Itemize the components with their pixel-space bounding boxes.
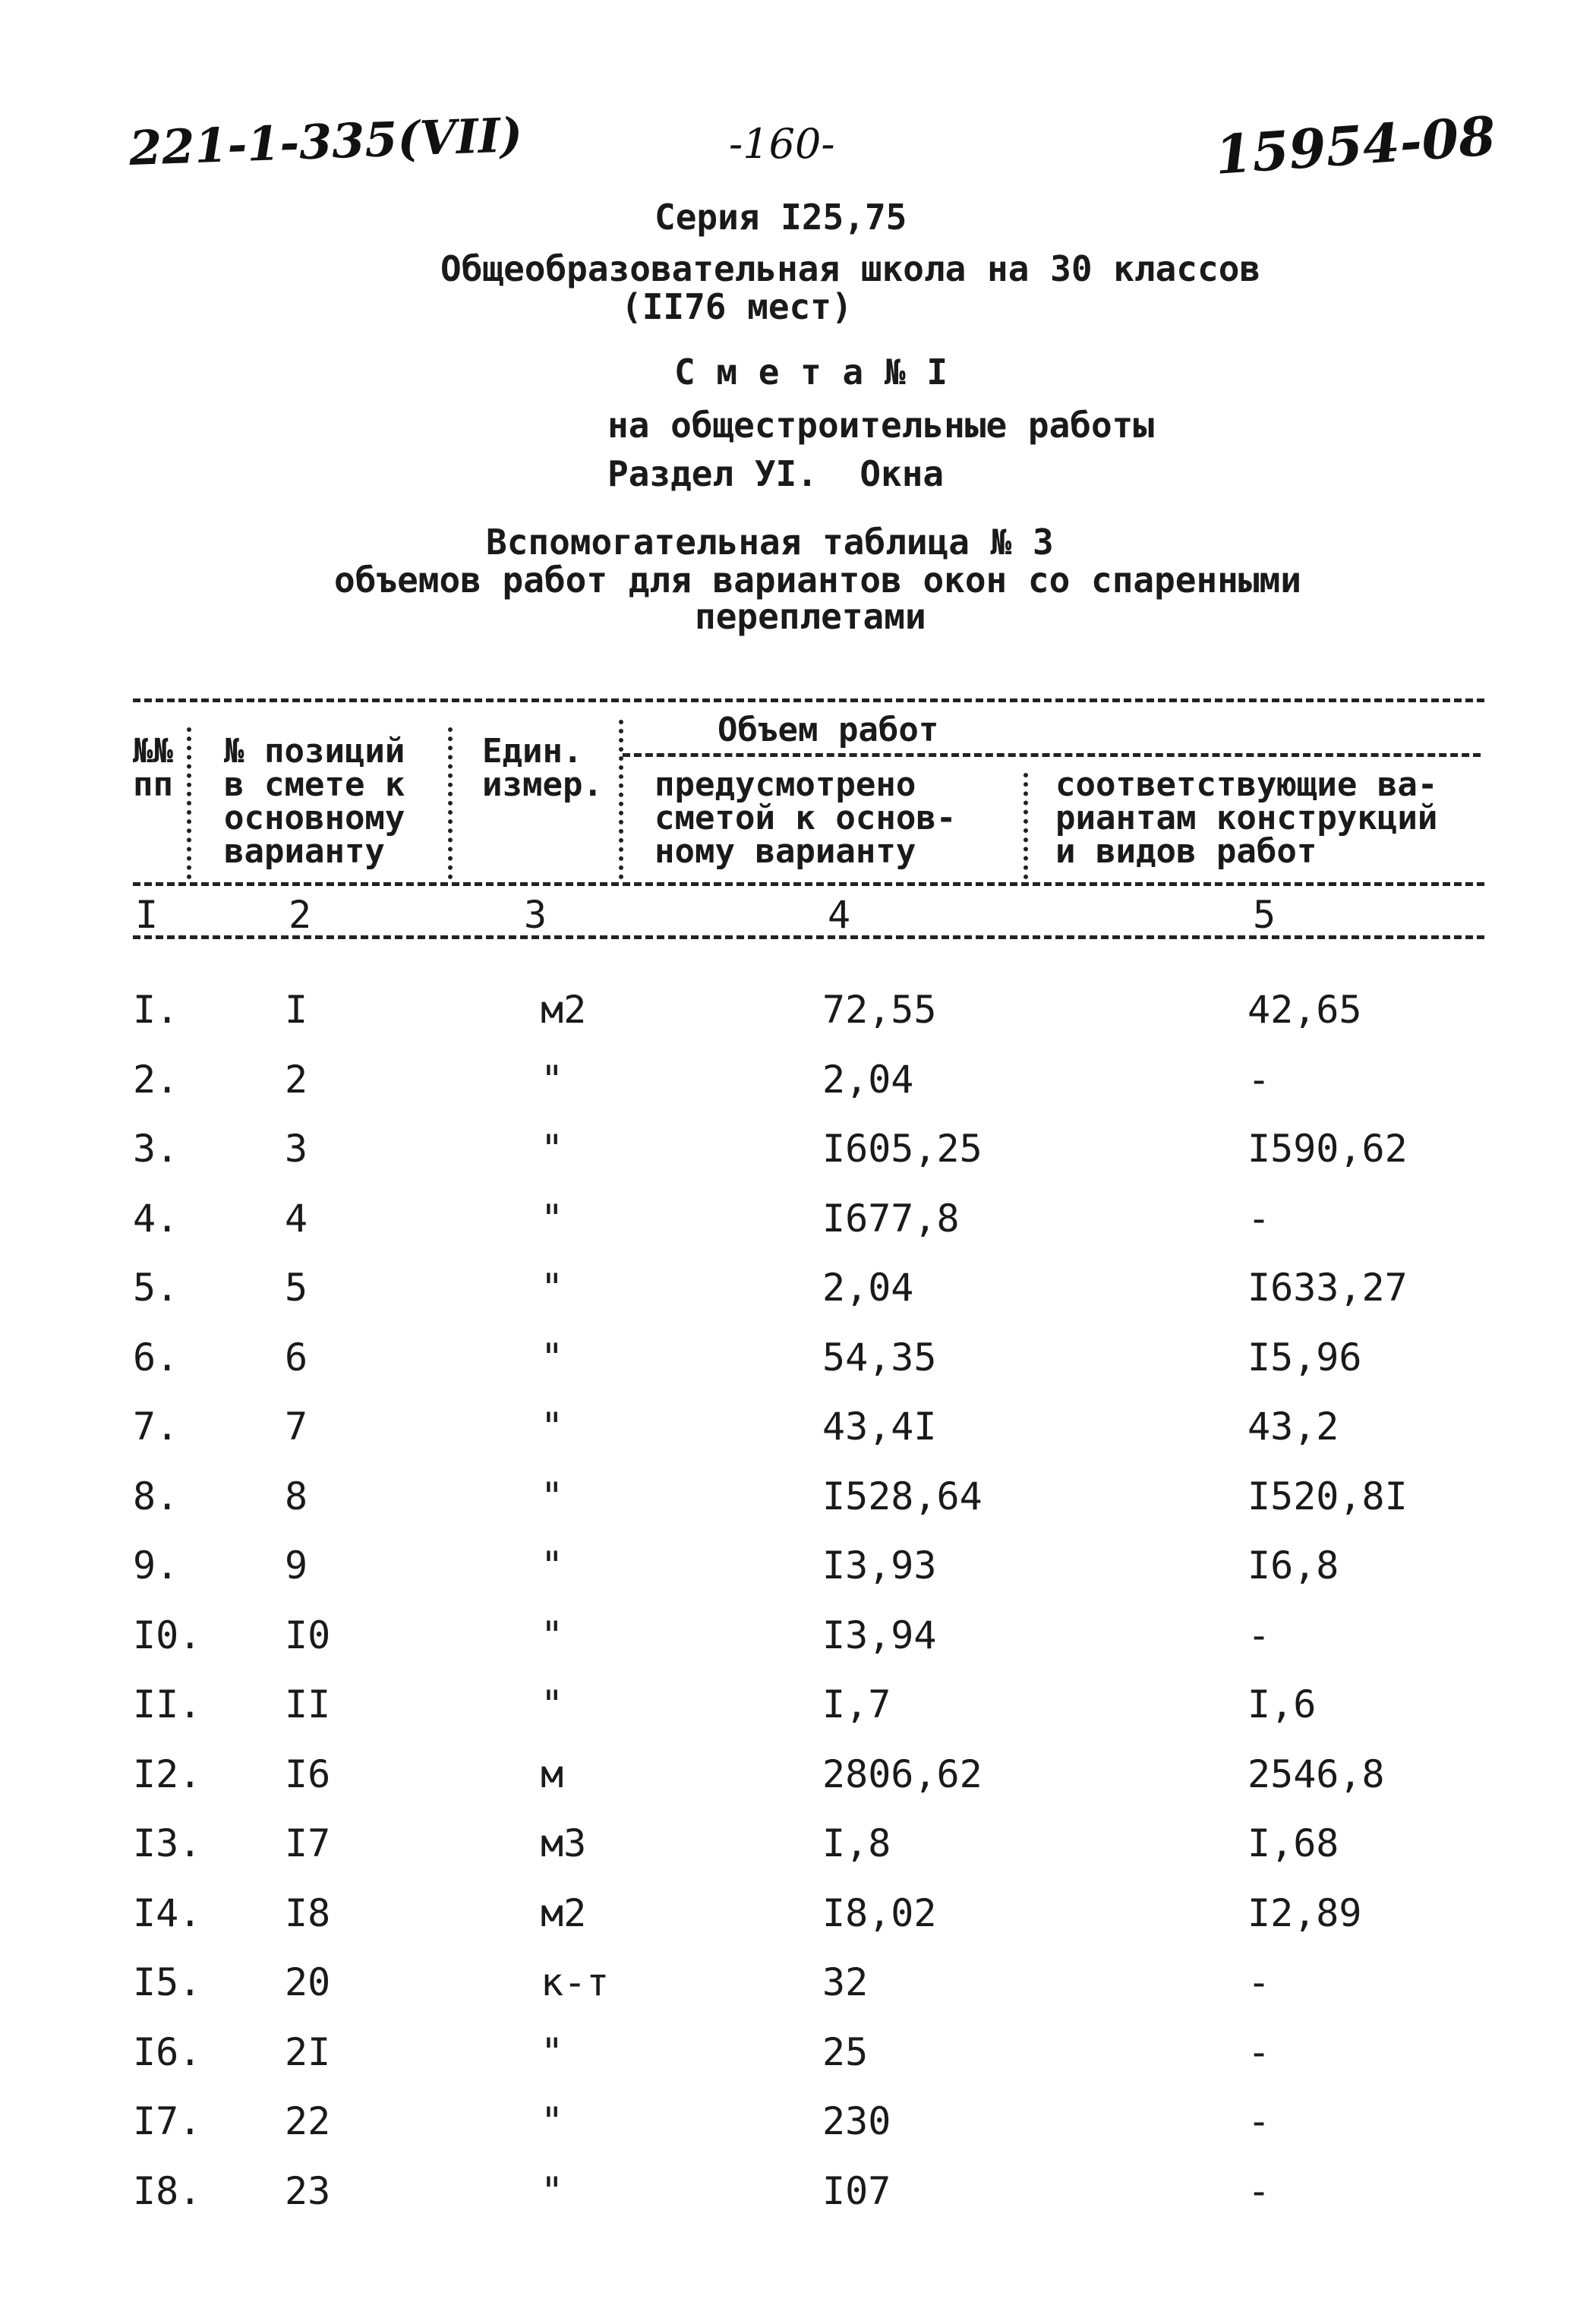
column-separator <box>187 727 191 879</box>
table-row <box>0 2168 1596 2238</box>
unit-cell: " <box>541 1197 564 1241</box>
base-volume-cell: 72,55 <box>822 988 937 1032</box>
variant-volume-cell: I520,8I <box>1247 1474 1408 1518</box>
archive-code: 221-1-335(VII) <box>128 106 524 177</box>
header-col5-line1: соответствующие ва- <box>1055 765 1438 804</box>
base-volume-cell: I3,93 <box>822 1543 937 1588</box>
variant-volume-cell: - <box>1247 1613 1271 1657</box>
row-number-cell: 3. <box>133 1127 179 1171</box>
base-volume-cell: I3,94 <box>822 1613 937 1657</box>
header-col4-line3: ному варианту <box>654 832 916 871</box>
table-row <box>0 1890 1596 1960</box>
table-row <box>0 1196 1596 1266</box>
table-row <box>0 1335 1596 1405</box>
position-number-cell: 8 <box>285 1474 308 1518</box>
row-number-cell: II. <box>133 1682 202 1726</box>
estimate-title: С м е т а № I <box>674 352 948 393</box>
position-number-cell: I8 <box>285 1891 331 1935</box>
column-number-2: 2 <box>289 893 312 937</box>
unit-cell: " <box>541 1613 564 1657</box>
header-col3-line2: измер. <box>482 765 603 804</box>
base-volume-cell: 230 <box>822 2099 891 2143</box>
table-subtitle-2: переплетами <box>695 596 926 637</box>
unit-cell: " <box>541 1266 564 1310</box>
position-number-cell: 7 <box>285 1405 308 1449</box>
table-row <box>0 1543 1596 1613</box>
column-number-1: I <box>135 893 159 937</box>
table-row <box>0 1057 1596 1127</box>
unit-cell: м <box>541 1752 564 1796</box>
unit-cell: " <box>541 1127 564 1171</box>
row-number-cell: 6. <box>133 1335 179 1380</box>
header-volume: Объем работ <box>718 711 939 749</box>
variant-volume-cell: I633,27 <box>1247 1266 1408 1310</box>
header-col4-line2: сметой к основ- <box>654 799 957 837</box>
row-number-cell: 7. <box>133 1405 179 1449</box>
row-number-cell: I. <box>133 988 179 1032</box>
position-number-cell: 23 <box>285 2169 331 2213</box>
variant-volume-cell: I,68 <box>1247 1821 1339 1865</box>
page-number: -160- <box>729 120 835 168</box>
position-number-cell: I0 <box>285 1613 331 1657</box>
base-volume-cell: 2,04 <box>822 1058 914 1102</box>
position-number-cell: 22 <box>285 2099 331 2143</box>
variant-volume-cell: - <box>1247 2030 1271 2074</box>
base-volume-cell: I677,8 <box>822 1197 960 1241</box>
table-row <box>0 2029 1596 2099</box>
position-number-cell: I7 <box>285 1821 331 1865</box>
header-col5-line3: и видов работ <box>1055 832 1317 871</box>
position-number-cell: 3 <box>285 1127 308 1171</box>
row-number-cell: I7. <box>133 2099 202 2143</box>
table-row <box>0 1960 1596 2029</box>
base-volume-cell: I,8 <box>822 1821 891 1865</box>
column-number-rule <box>133 935 1484 939</box>
variant-volume-cell: - <box>1247 1058 1271 1102</box>
unit-cell: к-т <box>541 1960 610 2004</box>
position-number-cell: 2 <box>285 1058 308 1102</box>
base-volume-cell: 25 <box>822 2030 869 2074</box>
table-row <box>0 987 1596 1057</box>
header-bottom-rule <box>133 882 1484 886</box>
base-volume-cell: I07 <box>822 2169 891 2213</box>
unit-cell: " <box>541 1682 564 1726</box>
variant-volume-cell: 42,65 <box>1247 988 1362 1032</box>
table-row <box>0 1821 1596 1890</box>
unit-cell: " <box>541 1058 564 1102</box>
table-row <box>0 1265 1596 1335</box>
estimate-subtitle: на общестроительные работы <box>607 405 1155 446</box>
base-volume-cell: 2,04 <box>822 1266 914 1310</box>
variant-volume-cell: I2,89 <box>1247 1891 1362 1935</box>
base-volume-cell: 2806,62 <box>822 1752 983 1796</box>
row-number-cell: 9. <box>133 1543 179 1588</box>
places-count: (II76 мест) <box>621 286 853 327</box>
base-volume-cell: 54,35 <box>822 1335 937 1380</box>
column-separator <box>448 727 453 879</box>
base-volume-cell: 43,4I <box>822 1405 937 1449</box>
header-col2-line1: № позиций <box>224 732 405 771</box>
table-row <box>0 1613 1596 1682</box>
column-number-5: 5 <box>1253 893 1276 937</box>
row-number-cell: 4. <box>133 1197 179 1241</box>
column-number-4: 4 <box>828 893 851 937</box>
column-separator <box>619 720 623 879</box>
variant-volume-cell: I6,8 <box>1247 1543 1339 1588</box>
table-subtitle-1: объемов работ для вариантов окон со спаренными <box>334 560 1301 601</box>
table-row <box>0 1126 1596 1196</box>
row-number-cell: I4. <box>133 1891 202 1935</box>
unit-cell: " <box>541 2169 564 2213</box>
variant-volume-cell: - <box>1247 1197 1271 1241</box>
base-volume-cell: I8,02 <box>822 1891 937 1935</box>
position-number-cell: 6 <box>285 1335 308 1380</box>
table-row <box>0 2098 1596 2168</box>
base-volume-cell: I528,64 <box>822 1474 983 1518</box>
position-number-cell: I6 <box>285 1752 331 1796</box>
position-number-cell: I <box>285 988 308 1032</box>
unit-cell: " <box>541 2099 564 2143</box>
unit-cell: " <box>541 2030 564 2074</box>
row-number-cell: I3. <box>133 1821 202 1865</box>
header-col3-line1: Един. <box>482 732 583 771</box>
header-col1-line2: пп <box>133 765 173 804</box>
unit-cell: м3 <box>541 1821 587 1865</box>
row-number-cell: I8. <box>133 2169 202 2213</box>
row-number-cell: I6. <box>133 2030 202 2074</box>
variant-volume-cell: - <box>1247 2169 1271 2213</box>
row-number-cell: I5. <box>133 1960 202 2004</box>
unit-cell: м2 <box>541 1891 587 1935</box>
variant-volume-cell: - <box>1247 1960 1271 2004</box>
table-title: Вспомогательная таблица № 3 <box>486 522 1054 563</box>
header-col1-line1: №№ <box>133 732 173 771</box>
row-number-cell: I0. <box>133 1613 202 1657</box>
variant-volume-cell: 2546,8 <box>1247 1752 1385 1796</box>
row-number-cell: I2. <box>133 1752 202 1796</box>
header-col2-line4: варианту <box>224 832 385 871</box>
row-number-cell: 5. <box>133 1266 179 1310</box>
header-col2-line2: в смете к <box>224 765 405 804</box>
table-row <box>0 1474 1596 1543</box>
position-number-cell: 20 <box>285 1960 331 2004</box>
position-number-cell: 9 <box>285 1543 308 1588</box>
unit-cell: " <box>541 1474 564 1518</box>
table-row <box>0 1752 1596 1821</box>
variant-volume-cell: I5,96 <box>1247 1335 1362 1380</box>
column-number-3: 3 <box>524 893 547 937</box>
variant-volume-cell: I,6 <box>1247 1682 1317 1726</box>
position-number-cell: II <box>285 1682 331 1726</box>
variant-volume-cell: - <box>1247 2099 1271 2143</box>
variant-volume-cell: 43,2 <box>1247 1405 1339 1449</box>
header-col5-line2: риантам конструкций <box>1055 799 1438 837</box>
school-title: Общеобразовательная школа на 30 классов <box>440 248 1261 289</box>
row-number-cell: 2. <box>133 1058 179 1102</box>
variant-volume-cell: I590,62 <box>1247 1127 1408 1171</box>
unit-cell: " <box>541 1405 564 1449</box>
unit-cell: " <box>541 1543 564 1588</box>
position-number-cell: 5 <box>285 1266 308 1310</box>
header-col4-line1: предусмотрено <box>654 765 916 804</box>
base-volume-cell: 32 <box>822 1960 869 2004</box>
section-title: Раздел УI. Окна <box>607 453 945 494</box>
base-volume-cell: I605,25 <box>822 1127 983 1171</box>
table-top-rule <box>133 698 1484 702</box>
volume-header-rule <box>623 753 1481 757</box>
table-row <box>0 1682 1596 1752</box>
column-separator <box>1024 773 1028 879</box>
unit-cell: " <box>541 1335 564 1380</box>
position-number-cell: 2I <box>285 2030 331 2074</box>
table-row <box>0 1404 1596 1474</box>
header-col2-line3: основному <box>224 799 405 837</box>
position-number-cell: 4 <box>285 1197 308 1241</box>
unit-cell: м2 <box>541 988 587 1032</box>
series-title: Серия I25,75 <box>654 197 907 238</box>
base-volume-cell: I,7 <box>822 1682 891 1726</box>
row-number-cell: 8. <box>133 1474 179 1518</box>
document-number: 15954-08 <box>1213 104 1498 187</box>
